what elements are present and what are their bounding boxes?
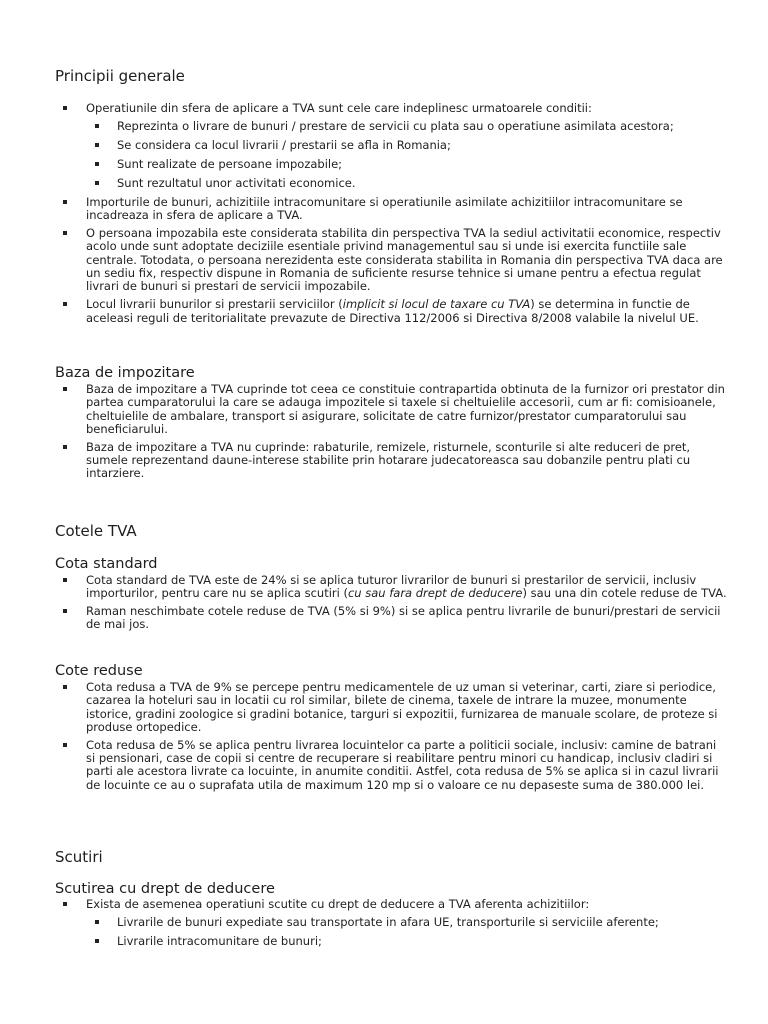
list-item bbox=[55, 383, 728, 437]
list-item bbox=[55, 898, 728, 949]
bullet-icon bbox=[63, 106, 67, 110]
bullet-icon bbox=[95, 939, 99, 943]
heading-cote-reduse: Cote reduse bbox=[55, 663, 143, 679]
list-item-text: Exista de asemenea operatiuni scutite cu drept de deducere a TVA aferenta achizitiilor: bbox=[86, 897, 590, 911]
sublist-item-text: Livrarile intracomunitare de bunuri; bbox=[117, 934, 322, 949]
list-item-text: Baza de impozitare a TVA nu cuprinde: rabaturile, remizele, risturnele, sconturile si alte reduceri de pret, sumele reprezentand daune-interese stabilite prin hotarare judecatoreasca sau dobanzile pentru plati cu intarziere. bbox=[86, 439, 691, 481]
heading-scutirea-cu-drept-de-deducere: Scutirea cu drept de deducere bbox=[55, 881, 275, 897]
list-item-text: O persoana impozabila este considerata stabilita din perspectiva TVA la sediul activitatii economice, respectiv acolo unde sunt adoptate deciziile esentiale privind managementul sau si unde isi exercita functiile sale centrale. Totodata, o persoana nerezidenta este considerata stabilita in Romania din perspectiva TVA daca are un sediu fix, respectiv dispune in Romania de suficiente resurse tehnice si umane pentru a efectua regulat livrari de bunuri si prestari de servicii impozabile. bbox=[86, 225, 723, 294]
sublist-item-text: Sunt realizate de persoane impozabile; bbox=[117, 156, 343, 171]
list-item-text bbox=[86, 297, 699, 324]
bullet-icon bbox=[63, 231, 67, 235]
text-fragment: ) sau una din cotele reduse de TVA. bbox=[522, 586, 727, 601]
list-item bbox=[55, 605, 728, 632]
bullet-icon bbox=[63, 302, 67, 306]
sublist-item bbox=[86, 935, 728, 948]
italic-text: implicit si locul de taxare cu TVA bbox=[342, 297, 531, 312]
sublist-item-text: Se considera ca locul livrarii / prestarii se afla in Romania; bbox=[117, 137, 451, 152]
list-item-text: Cota redusa a TVA de 9% se percepe pentru medicamentele de uz uman si veterinar, carti, ziare si periodice, cazarea la hoteluri sau in locatii cu rol similar, bilete de cinema, taxele de intrare la muzee, monumente istorice, gradini zoologice si gradini botanice, targuri si expozitii, furnizarea de manuale scolare, de proteze si produse ortopedice. bbox=[86, 680, 718, 735]
list-item bbox=[55, 298, 728, 325]
bullet-icon bbox=[63, 445, 67, 449]
sublist-item bbox=[86, 120, 728, 133]
baza-list bbox=[55, 383, 728, 485]
list-item bbox=[55, 196, 728, 223]
bullet-icon bbox=[63, 743, 67, 747]
text-fragment: Cota standard de TVA este de 24% si se aplica tuturor livrarilor de bunuri si prestarilor de servicii, inclusiv importurilor, pentru care nu se aplica scutiri ( bbox=[86, 573, 697, 601]
conditions-sublist bbox=[86, 120, 728, 190]
principii-list bbox=[55, 102, 728, 330]
bullet-icon bbox=[95, 143, 99, 147]
list-item bbox=[55, 739, 728, 793]
italic-text: cu sau fara drept de deducere bbox=[347, 586, 523, 601]
bullet-icon bbox=[63, 387, 67, 391]
list-item bbox=[55, 441, 728, 481]
list-item bbox=[55, 102, 728, 190]
heading-principii-generale: Principii generale bbox=[55, 67, 185, 85]
text-fragment: Locul livrarii bunurilor si prestarii serviciilor ( bbox=[86, 297, 343, 312]
bullet-icon bbox=[95, 920, 99, 924]
sublist-item bbox=[86, 139, 728, 152]
bullet-icon bbox=[63, 902, 67, 906]
bullet-icon bbox=[95, 181, 99, 185]
list-item bbox=[55, 681, 728, 735]
list-item-text: Raman neschimbate cotele reduse de TVA (5% si 9%) si se aplica pentru livrarile de bunuri/prestari de servicii de mai jos. bbox=[86, 603, 721, 632]
list-item-text: Operatiunile din sfera de aplicare a TVA sunt cele care indeplinesc urmatoarele conditii: bbox=[86, 101, 592, 115]
scutirea-sublist bbox=[86, 916, 728, 948]
sublist-item bbox=[86, 177, 728, 190]
bullet-icon bbox=[63, 609, 67, 613]
bullet-icon bbox=[63, 200, 67, 204]
sublist-item-text: Livrarile de bunuri expediate sau transportate in afara UE, transporturile si serviciile aferente; bbox=[117, 915, 659, 930]
heading-baza-de-impozitare: Baza de impozitare bbox=[55, 365, 195, 381]
cota-standard-list bbox=[55, 574, 728, 636]
list-item-text bbox=[86, 573, 727, 600]
list-item bbox=[55, 574, 728, 601]
text-fragment: ) se determina in functie de aceleasi reguli de teritorialitate prevazute de Directiva 112/2006 si Directiva 8/2008 valabile la nivelul UE. bbox=[86, 297, 699, 325]
sublist-item bbox=[86, 916, 728, 929]
list-item-text: Cota redusa de 5% se aplica pentru livrarea locuintelor ca parte a politicii sociale, inclusiv: camine de batrani si pensionari, case de copii si centre de recuperare si reabilitare pentru minori cu handicap, inclusiv cladiri si parti ale acestora livrate ca locuinte, in anumite conditii. Astfel, cota redusa de 5% se aplica si in cazul livrarii de locuinte ce au o suprafata utila de maximum 120 mp si o valoare ce nu depaseste suma de 380.000 lei. bbox=[86, 737, 719, 792]
sublist-item-text: Sunt rezultatul unor activitati economice. bbox=[117, 175, 356, 190]
list-item-text: Baza de impozitare a TVA cuprinde tot ceea ce constituie contrapartida obtinuta de la furnizor ori prestator din partea cumparatorului la care se adauga impozitele si taxele si cheltuielile accesorii, cum ar fi: comisioanele, cheltuielile de ambalare, transport si asigurare, solicitate de catre furnizor/prestator cumparatorului sau beneficiarului. bbox=[86, 382, 725, 437]
heading-cota-standard: Cota standard bbox=[55, 556, 158, 572]
sublist-item-text: Reprezinta o livrare de bunuri / prestare de servicii cu plata sau o operatiune asimilata acestora; bbox=[117, 118, 674, 133]
cote-reduse-list bbox=[55, 681, 728, 797]
bullet-icon bbox=[95, 124, 99, 128]
bullet-icon bbox=[63, 685, 67, 689]
bullet-icon bbox=[95, 162, 99, 166]
sublist-item bbox=[86, 158, 728, 171]
heading-scutiri: Scutiri bbox=[55, 848, 103, 866]
list-item bbox=[55, 227, 728, 294]
list-item-text: Importurile de bunuri, achizitiile intracomunitare si operatiunile asimilate achizitiilor intracomunitare se incadreaza in sfera de aplicare a TVA. bbox=[86, 194, 683, 222]
scutirea-list bbox=[55, 898, 728, 954]
heading-cotele-tva: Cotele TVA bbox=[55, 522, 137, 540]
bullet-icon bbox=[63, 578, 67, 582]
